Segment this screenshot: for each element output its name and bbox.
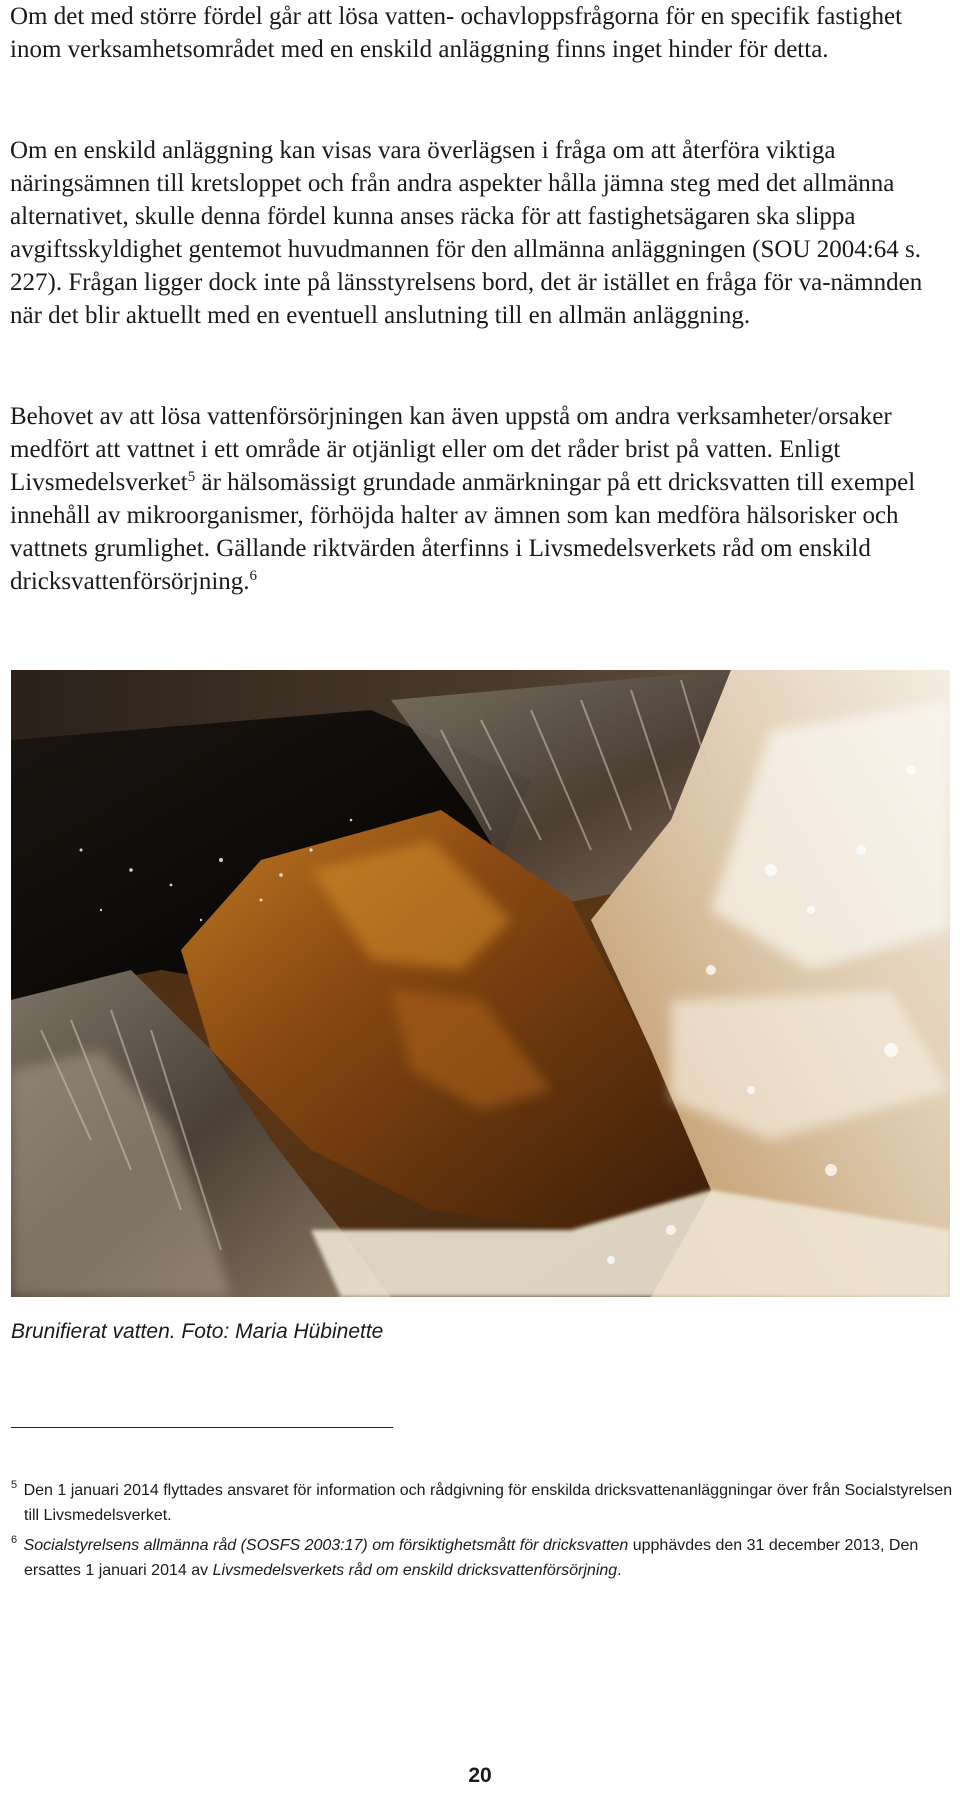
footnote-5 <box>11 1478 959 1528</box>
photo-caption: Brunifierat vatten. Foto: Maria Hübinette <box>11 1320 384 1343</box>
page-number: 20 <box>468 1764 492 1787</box>
footnote-ref-5[interactable]: 5 <box>187 469 196 485</box>
footnote-separator <box>11 1427 393 1428</box>
footnote-6-number: 6 <box>11 1534 18 1546</box>
footnote-5-text: Den 1 januari 2014 flyttades ansvaret för information och rådgivning för enskilda dricksvattenanläggningar över från Socialstyrelsen till Livsmedelsverket. <box>19 1482 953 1524</box>
footnote-6 <box>11 1533 959 1583</box>
footnote-6-text-1: upphävdes den 31 december 2013, Den ersattes 1 januari 2014 av <box>24 1537 919 1579</box>
footnote-ref-6[interactable]: 6 <box>249 568 258 584</box>
paragraph-3 <box>10 400 955 598</box>
paragraph-3-part-1: Behovet av att lösa vattenförsörjningen kan även uppstå om andra verksamheter/orsaker medfört att vattnet i ett område är otjänligt eller om det råder brist på vatten. Enligt Livsmedelsverket <box>10 403 892 496</box>
footnote-5-number: 5 <box>11 1479 18 1491</box>
paragraph-3-part-2: är hälsomässigt grundade anmärkningar på ett dricksvatten till exempel innehåll av mikroorganismer, förhöjda halter av ämnen som kan medföra hälsorisker och vattnets grumlighet. Gällande riktvärden återfinns i Livsmedelsverkets råd om enskild dricksvattenförsörjning. <box>10 469 916 595</box>
paragraph-2: Om en enskild anläggning kan visas vara överlägsen i fråga om att återföra viktiga näringsämnen till kretsloppet och från andra aspekter hålla jämna steg med det allmänna alternativet, skulle denna fördel kunna anses räcka för att fastighetsägaren ska slippa avgiftsskyldighet gentemot huvudmannen för den allmänna anläggningen (SOU 2004:64 s. 227). Frågan ligger dock inte på länsstyrelsens bord, det är istället en fråga för va-nämnden när det blir aktuellt med en eventuell anslutning till en allmän anläggning. <box>10 137 923 329</box>
footnote-6-title-1: Socialstyrelsens allmänna råd (SOSFS 2003:17) om försiktighetsmått för dricksvatten <box>23 1537 629 1554</box>
paragraph-1: Om det med större fördel går att lösa vatten- ochavloppsfrågorna för en specifik fastighet inom verksamhetsområdet med en enskild anläggning finns inget hinder för detta. <box>10 3 903 63</box>
waterfall-photo <box>11 670 950 1297</box>
footnote-6-title-2: Livsmedelsverkets råd om enskild dricksvattenförsörjning <box>212 1562 618 1579</box>
footnote-6-text-2: . <box>617 1562 622 1579</box>
